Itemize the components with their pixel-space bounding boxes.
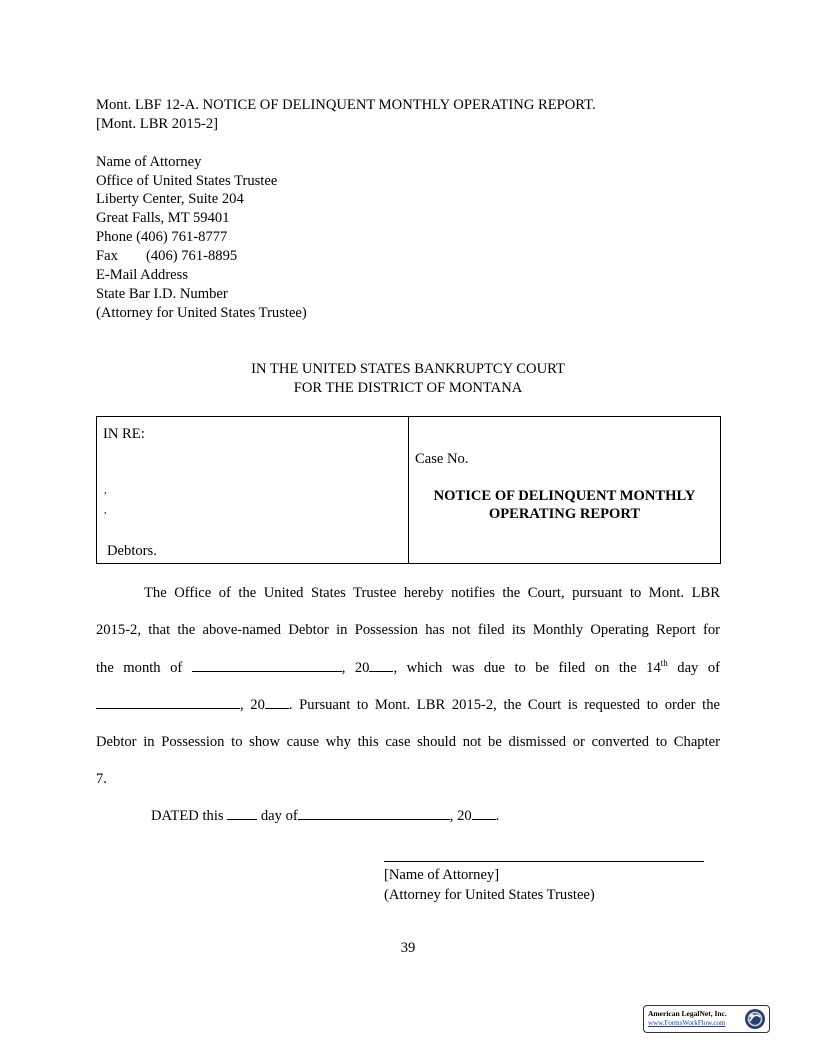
year-blank-2[interactable] (265, 695, 289, 709)
notice-title-line-2: OPERATING REPORT (488, 506, 641, 522)
signature-role: (Attorney for United States Trustee) (384, 887, 595, 903)
phone-label: Phone (96, 229, 133, 245)
in-re-label: IN RE: (103, 426, 145, 442)
dated-day-blank[interactable] (227, 806, 257, 820)
caption-left-cell (97, 417, 409, 564)
debtor-comma-1: , (104, 485, 107, 496)
case-number-label: Case No. (415, 451, 469, 467)
year-prefix-2: , 20 (240, 697, 265, 713)
form-title: Mont. LBF 12-A. NOTICE OF DELINQUENT MONTHLY OPERATING REPORT. (96, 97, 596, 113)
pursuant-text: . Pursuant to Mont. LBR 2015-2, the Court is requested to order the (288, 697, 721, 713)
year-blank-1[interactable] (369, 658, 393, 672)
attorney-office: Office of United States Trustee (96, 173, 278, 189)
globe-icon (744, 1008, 766, 1030)
court-heading-line-1: IN THE UNITED STATES BANKRUPTCY COURT (251, 361, 565, 377)
attorney-address-2: Great Falls, MT 59401 (96, 210, 230, 226)
attorney-phone (96, 228, 227, 247)
due-month-blank[interactable] (96, 695, 240, 709)
case-caption-table (96, 416, 721, 564)
notice-title (409, 487, 720, 523)
dated-year-blank[interactable] (472, 806, 496, 820)
body-line-6: 7. (96, 771, 107, 787)
phone-number: (406) 761-8777 (136, 229, 228, 245)
dated-day-of: day of (260, 808, 298, 824)
legalnet-logo (643, 1005, 770, 1033)
year-prefix-1: , 20 (341, 660, 370, 676)
ordinal-suffix: th (660, 658, 668, 669)
dated-period: . (495, 808, 500, 824)
day-of-label: day of (677, 660, 720, 676)
attorney-name: Name of Attorney (96, 154, 202, 170)
attorney-address-1: Liberty Center, Suite 204 (96, 191, 244, 207)
dated-month-blank[interactable] (298, 806, 450, 820)
body-line-1: The Office of the United States Trustee hereby notifies the Court, pursuant to Mont. LBR (144, 585, 720, 601)
logo-url: www.FormsWorkFlow.com (648, 1019, 726, 1027)
debtors-label: Debtors. (107, 543, 157, 559)
dated-line (151, 806, 499, 825)
signature-name: [Name of Attorney] (384, 867, 500, 883)
month-of-label: the month of (96, 660, 183, 676)
body-line-5: Debtor in Possession to show cause why this case should not be dismissed or converted to Chapter (96, 734, 720, 750)
debtor-comma-2: , (104, 505, 107, 516)
attorney-role: (Attorney for United States Trustee) (96, 305, 307, 321)
due-text: , which was due to be filed on the 14 (393, 660, 661, 676)
dated-label: DATED this (151, 808, 224, 824)
fax-number: (406) 761-8895 (146, 248, 238, 264)
logo-company: American LegalNet, Inc. (648, 1009, 727, 1018)
dated-year-prefix: , 20 (449, 808, 472, 824)
attorney-email: E-Mail Address (96, 267, 189, 283)
signature-line[interactable] (384, 861, 704, 862)
notice-title-line-1: NOTICE OF DELINQUENT MONTHLY (433, 488, 696, 504)
fax-label: Fax (96, 248, 118, 264)
page-number: 39 (400, 940, 416, 956)
attorney-bar-id: State Bar I.D. Number (96, 286, 228, 302)
body-line-3 (96, 658, 720, 678)
attorney-fax (96, 247, 237, 266)
court-heading-line-2: FOR THE DISTRICT OF MONTANA (293, 380, 523, 396)
caption-right-cell (409, 417, 721, 564)
body-line-4 (96, 695, 720, 715)
body-line-2: 2015-2, that the above-named Debtor in Possession has not filed its Monthly Operating Report for (96, 622, 720, 638)
rule-reference: [Mont. LBR 2015-2] (96, 116, 219, 132)
month-blank[interactable] (192, 658, 342, 672)
